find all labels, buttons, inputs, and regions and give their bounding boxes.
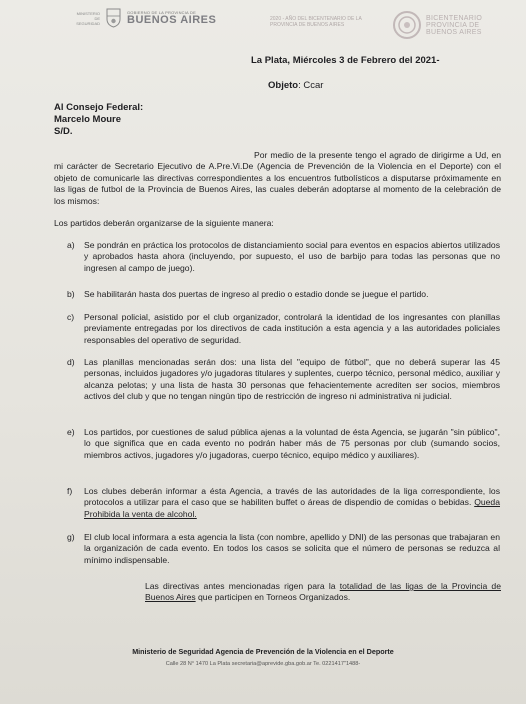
bicentenario-motto: 2020 - AÑO DEL BICENTENARIO DE LA PROVINCIA DE BUENOS AIRES bbox=[270, 16, 362, 28]
item-text: El club local informara a esta agencia la lista (con nombre, apellido y DNI) de las personas que trabajaran en la organización de cada evento. En todos los casos se solicita que el número de personas se reduzca al mínimo indispensable. bbox=[84, 532, 500, 565]
footer-title: Ministerio de Seguridad Agencia de Prevención de la Violencia en el Deporte bbox=[132, 647, 394, 656]
item-label: f) bbox=[67, 486, 73, 496]
item-text-main: Los clubes deberán informar a ésta Agencia, a través de las autoridades de la liga correspondiente, los protocolos a utilizar para el caso que se habiliten buffet o áreas de dispendio de comidas o bebidas. bbox=[84, 486, 500, 508]
item-label: b) bbox=[67, 289, 75, 299]
partidos-heading: Los partidos deberán organizarse de la siguiente manera: bbox=[54, 218, 274, 228]
directive-item-b bbox=[67, 289, 500, 300]
directive-item-d bbox=[67, 357, 500, 403]
gov-small-label: GOBIERNO DE LA PROVINCIA DE bbox=[127, 10, 196, 15]
bicentenario-line3: BUENOS AIRES bbox=[426, 28, 482, 36]
item-text: Personal policial, asistido por el club organizador, controlará la identidad de los ingresantes con planillas previamente entregadas por los directivos de cada institución a esta agencia y a las autoridades policiales responsables del operativo de seguridad. bbox=[84, 312, 500, 345]
closing-pre: Las directivas antes mencionadas rigen para la bbox=[145, 581, 340, 591]
addressee-block bbox=[54, 102, 143, 138]
directive-item-c bbox=[67, 312, 500, 346]
closing-paragraph bbox=[48, 581, 501, 604]
subject-label: Objeto bbox=[268, 80, 299, 91]
item-text: Los partidos, por cuestiones de salud pública ajenas a la voluntad de ésta Agencia, se jugarán "sin público", lo que significa que en cada evento no podrán haber más de 75 personas por club (sumando socios, miembros activos, jugadores y/o jugadoras, cuerpo técnico, equipo médico y auxiliares). bbox=[84, 427, 500, 460]
bicentenario-line2: PROVINCIA DE bbox=[426, 21, 480, 29]
footer-address: Calle 28 N° 1470 La Plata secretaria@aprevide.gba.gob.ar Te. 0221417"1488- bbox=[165, 661, 361, 667]
closing-post: que participen en Torneos Organizados. bbox=[195, 592, 351, 603]
subject-line: Objeto: Ccar bbox=[268, 80, 324, 91]
document-date: La Plata, Miércoles 3 de Febrero del 2021- bbox=[251, 55, 440, 66]
item-text bbox=[70, 486, 500, 520]
addressee-line2: Marcelo Moure bbox=[54, 114, 122, 125]
footer bbox=[0, 647, 526, 667]
addressee-line1: Al Consejo Federal: bbox=[54, 102, 144, 113]
item-label: c) bbox=[67, 312, 75, 322]
directive-item-f bbox=[67, 486, 500, 520]
directive-item-g bbox=[67, 532, 500, 566]
shield-icon bbox=[106, 8, 121, 28]
item-label: g) bbox=[67, 532, 75, 542]
bicentenario-logo bbox=[392, 10, 482, 40]
item-label: e) bbox=[67, 427, 75, 437]
item-label: d) bbox=[67, 357, 75, 367]
ministry-label: MINISTERIO DE SEGURIDAD bbox=[76, 10, 100, 26]
directive-item-a bbox=[67, 240, 500, 274]
item-text: Las planillas mencionadas serán dos: una lista del "equipo de fútbol", que no deberá superar las 45 personas, incluidos jugadores y/o jugadoras titulares y suplentes, cuerpo técnico, personal médico, auxiliar y alcanza pelotas; y una lista de hasta 30 personas que fehacientemente acrediten ser socios, miembros activos del club y que no tengan ningún tipo de restricción de ingreso ni administrativa ni judicial. bbox=[84, 357, 500, 402]
subject-value: Ccar bbox=[303, 80, 324, 91]
intro-paragraph: Por medio de la presente tengo el agrado de dirigirme a Ud, en mi carácter de Secretario Ejecutivo de A.Pre.Vi.De (Agencia de Prevención de la Violencia en el Deporte) con el objeto de comunicarle las directivas correspondientes a los encuentros futbolísticos a disputarse próximamente en las ligas de futbol de la Provincia de Buenos Aires, las cuales deberán adoptarse al momento de la celebración de los mismos: bbox=[54, 150, 501, 206]
gov-name: BUENOS AIRES bbox=[127, 14, 217, 26]
addressee-line3: S/D. bbox=[54, 126, 73, 137]
government-logo bbox=[72, 8, 216, 28]
item-text: Se habilitarán hasta dos puertas de ingreso al predio o estadio donde se juegue el partido. bbox=[84, 289, 429, 299]
directive-item-e bbox=[67, 427, 500, 461]
alcohol-prohibition: Queda Prohibida la venta de alcohol. bbox=[84, 497, 500, 519]
letterhead bbox=[0, 4, 526, 42]
closing-scope: totalidad de las ligas de la Provincia de Buenos Aires bbox=[145, 581, 501, 603]
item-text: Se pondrán en práctica los protocolos de distanciamiento social para eventos en espacios abiertos utilizados y aprobados hasta ahora (incluyendo, por supuesto, el uso de barbijo para todas las personas que no ingresen al campo de juego). bbox=[84, 240, 500, 273]
item-label: a) bbox=[67, 240, 75, 250]
bicentenario-line1: BICENTENARIO bbox=[426, 14, 483, 22]
bicentenario-seal-icon bbox=[392, 10, 422, 40]
